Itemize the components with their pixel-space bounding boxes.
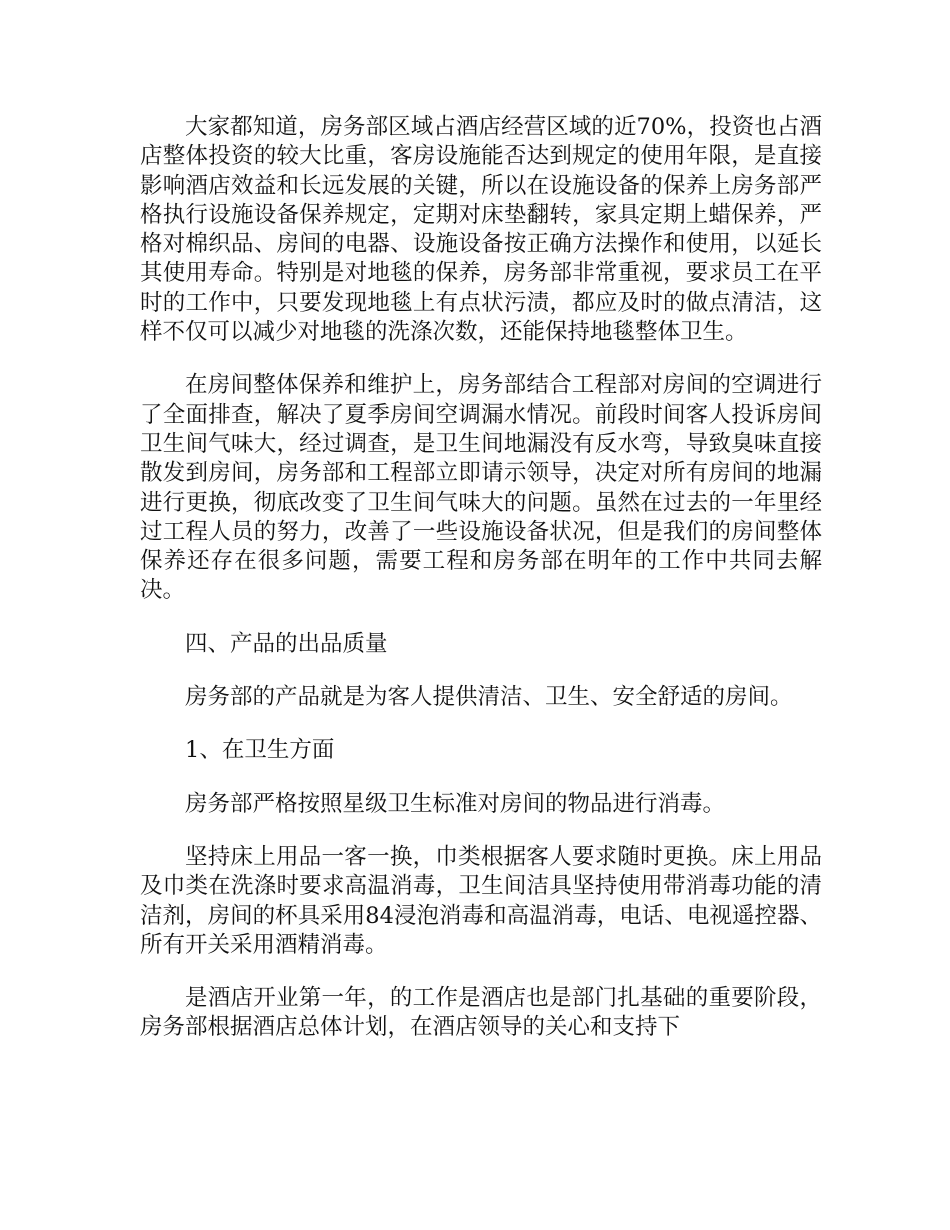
paragraph-product-definition: 房务部的产品就是为客人提供清洁、卫生、安全舒适的房间。 <box>185 684 793 711</box>
paragraph-first-year: 是酒店开业第一年，的工作是酒店也是部门扎基础的重要阶段，房务部根据酒店总体计划，在酒店领导的关心和支持下 <box>140 985 822 1041</box>
paragraph-disinfection-standard: 房务部严格按照星级卫生标准对房间的物品进行消毒。 <box>185 790 726 817</box>
paragraph-equipment-maintenance: 大家都知道，房务部区域占酒店经营区域的近70%，投资也占酒店整体投资的较大比重，客房设施能否达到规定的使用年限，是直接影响酒店效益和长远发展的关键，所以在设施设备的保养上房务部严格执行设施设备保养规定，定期对床垫翻转，家具定期上蜡保养，严格对棉织品、房间的电器、设施设备按正确方法操作和使用，以延长其使用寿命。特别是对地毯的保养，房务部非常重视，要求员工在平时的工作中，只要发现地毯上有点状污渍，都应及时的做点清洁，这样不仅可以减少对地毯的洗涤次数，还能保持地毯整体卫生。 <box>140 114 822 346</box>
section-heading-product-quality: 四、产品的出品质量 <box>185 630 388 657</box>
document-body <box>140 113 822 1067</box>
subheading-hygiene: 1、在卫生方面 <box>185 737 335 764</box>
paragraph-room-upkeep: 在房间整体保养和维护上，房务部结合工程部对房间的空调进行了全面排查，解决了夏季房间空调漏水情况。前段时间客人投诉房间卫生间气味大，经过调查，是卫生间地漏没有反水弯，导致臭味直接散发到房间，房务部和工程部立即请示领导，决定对所有房间的地漏进行更换，彻底改变了卫生间气味大的问题。虽然在过去的一年里经过工程人员的努力，改善了一些设施设备状况，但是我们的房间整体保养还存在很多问题，需要工程和房务部在明年的工作中共同去解决。 <box>140 372 822 604</box>
paragraph-linen-disinfection: 坚持床上用品一客一换，巾类根据客人要求随时更换。床上用品及巾类在洗涤时要求高温消毒，卫生间洁具坚持使用带消毒功能的清洁剂，房间的杯具采用84浸泡消毒和高温消毒，电话、电视遥控器、所有开关采用酒精消毒。 <box>140 843 822 958</box>
